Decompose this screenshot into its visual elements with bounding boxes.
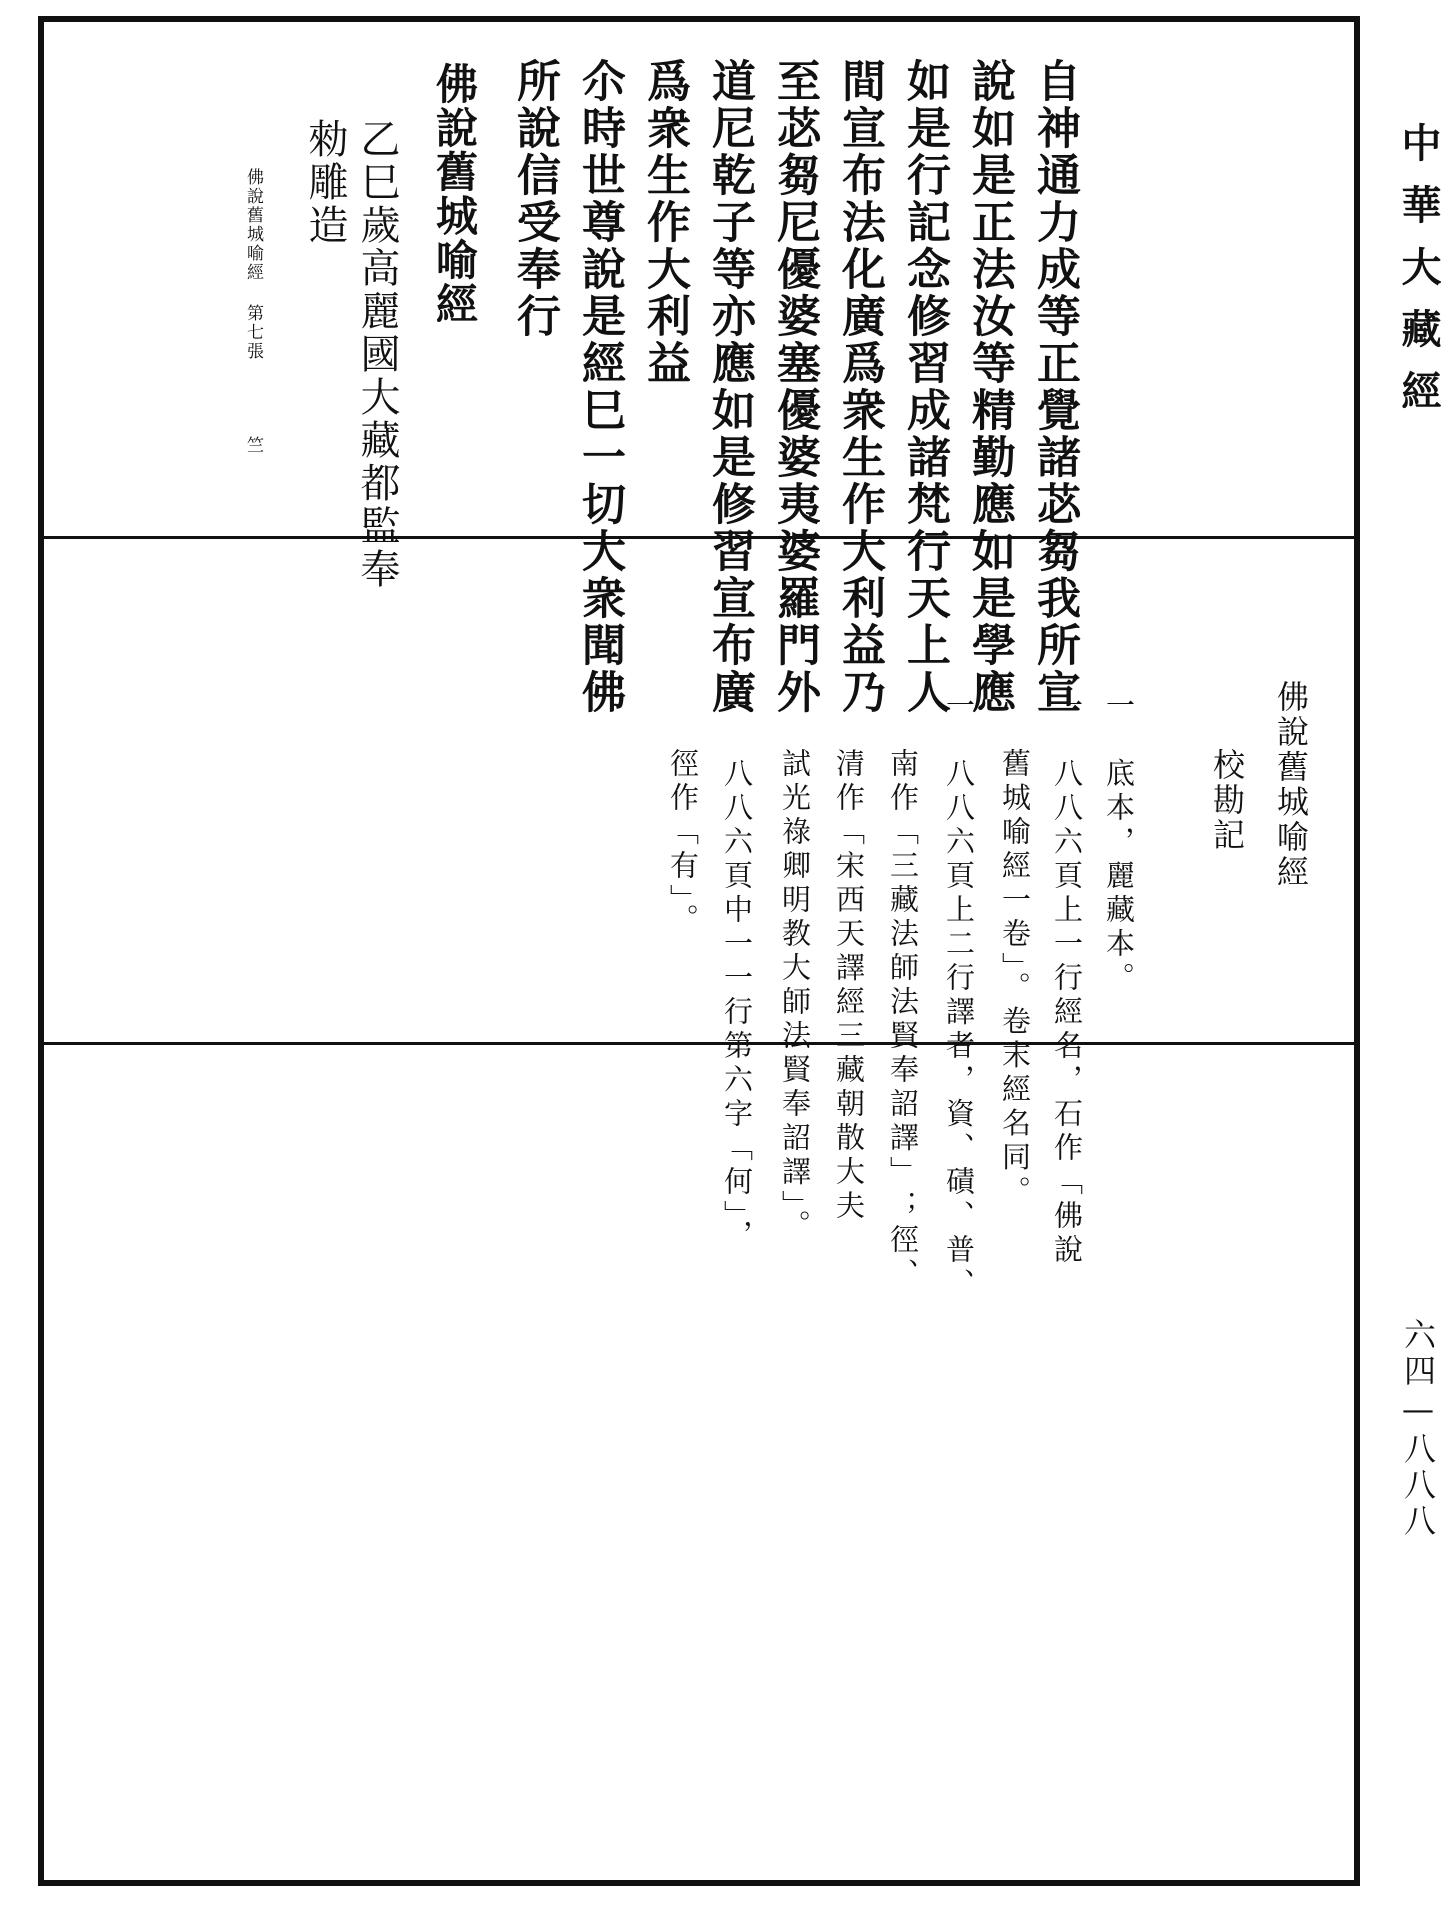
collation-note: 徑作「有」。 bbox=[666, 748, 700, 938]
collation-note: 一 八八六頁上二行譯者，資、磧、普、 bbox=[942, 690, 976, 1302]
collation-note: 南作「三藏法師法賢奉詔譯」；徑、 bbox=[886, 748, 920, 1292]
sutra-line: 自神通力成等正覺諸苾芻我所宣 bbox=[1029, 58, 1080, 716]
collation-note: 清作「宋西天譯經三藏朝散大夫 bbox=[832, 748, 866, 1224]
sutra-line: 所說信受奉行 bbox=[509, 58, 560, 340]
collation-note: 一 八八六頁中一一行第六字「何」， bbox=[720, 690, 754, 1254]
colophon-line: 勑雕造 bbox=[302, 118, 348, 247]
sutra-line: 爲衆生作大利益 bbox=[639, 58, 690, 387]
page-number: 六四—八八八 bbox=[1399, 1318, 1437, 1540]
collation-subtitle: 校勘記 bbox=[1208, 748, 1246, 853]
sutra-line: 尒時世尊說是經巳一切大衆聞佛 bbox=[574, 58, 625, 716]
page-frame bbox=[38, 16, 1360, 1886]
sutra-line: 至苾芻尼優婆塞優婆夷婆羅門外 bbox=[769, 58, 820, 716]
colophon-line: 乙巳歲高麗國大藏都監奉 bbox=[354, 118, 400, 591]
carver-mark: 竺 bbox=[243, 436, 263, 455]
collation-note: 舊城喻經一卷」。卷末經名同。 bbox=[998, 748, 1032, 1210]
collation-note: 一 底本，麗藏本。 bbox=[1102, 690, 1136, 996]
section-divider-top bbox=[44, 536, 1354, 539]
collation-note: 一 八八六頁上一行經名，石作「佛說 bbox=[1050, 690, 1084, 1268]
block-number-note: 佛說舊城喻經 第七張 bbox=[243, 168, 263, 361]
sutra-line: 間宣布法化廣爲衆生作大利益乃 bbox=[834, 58, 885, 716]
collation-note: 試光祿卿明教大師法賢奉詔譯」。 bbox=[778, 748, 812, 1244]
sutra-line: 說如是正法汝等精勤應如是學應 bbox=[964, 58, 1015, 716]
section-divider-bottom bbox=[44, 1042, 1354, 1045]
collection-title: 中華大藏經 bbox=[1395, 122, 1442, 432]
collation-title: 佛說舊城喻經 bbox=[1272, 680, 1310, 890]
sutra-line: 道尼乾子等亦應如是修習宣布廣 bbox=[704, 58, 755, 716]
sutra-end-title: 佛說舊城喻經 bbox=[430, 62, 479, 326]
sutra-line: 如是行記念修習成諸梵行天上人 bbox=[899, 58, 950, 716]
